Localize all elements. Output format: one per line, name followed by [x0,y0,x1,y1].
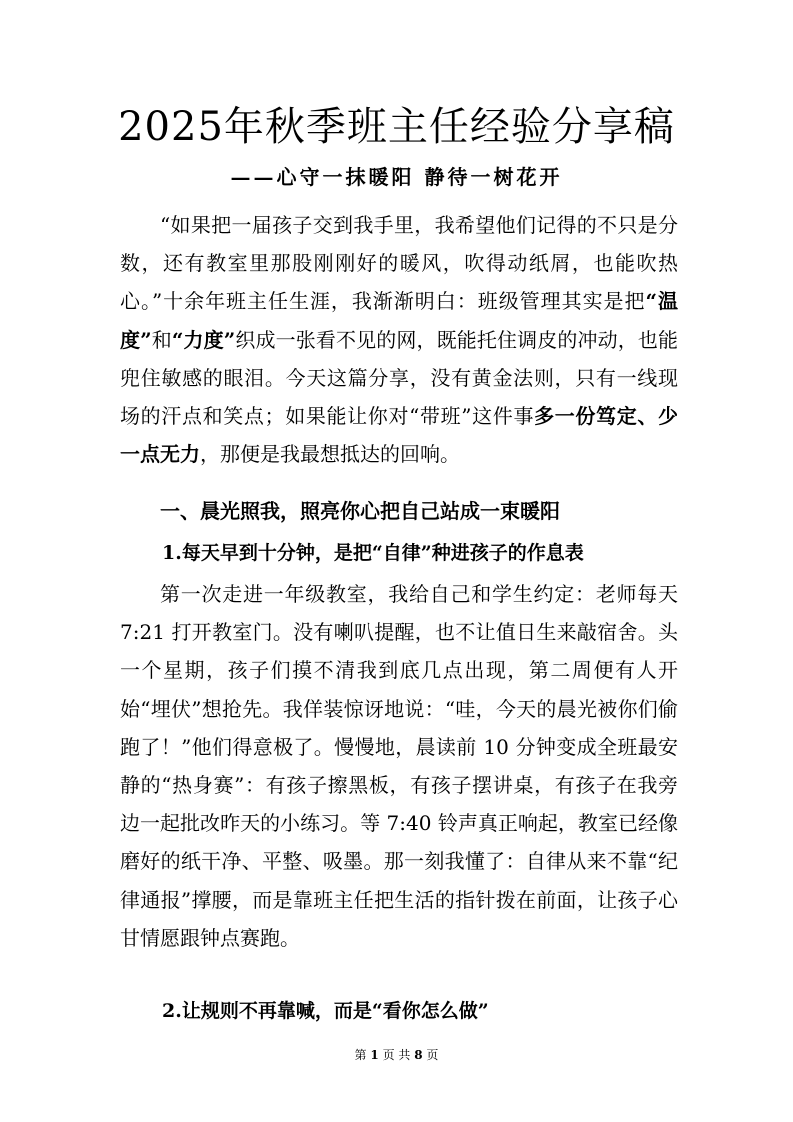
intro-bold-warmth: “温度” [120,289,678,352]
intro-bold-strength: “力度” [171,327,236,352]
section-1-2-subheading: 2.让规则不再靠喊，而是“看你怎么做” [162,1000,489,1022]
intro-paragraph [120,206,678,473]
intro-text-4: ，那便是我最想抵达的回响。 [200,442,460,467]
document-title: 2025年秋季班主任经验分享稿 [118,104,675,150]
footer-current-page: 1 [370,1048,379,1062]
footer-middle: 页 共 [382,1048,411,1062]
document-subtitle: ——心守一抹暖阳 静待一树花开 [230,165,563,189]
page-footer [0,1046,793,1064]
intro-text-3: 织成一张看不见的网，既能托住调皮的冲动，也能兜住敏感的眼泪。今天这篇分享，没有黄金法则，只有一线现场的汗点和笑点；如果能让你对“带班”这件事 [120,327,679,429]
intro-text-1: “如果把一届孩子交到我手里，我希望他们记得的不只是分数，还有教室里那股刚刚好的暖风，吹得动纸屑，也能吹热心。”十余年班主任生涯，我渐渐明白：班级管理其实是把 [120,213,678,314]
footer-prefix: 第 [354,1048,367,1062]
section-1-1-paragraph: 第一次走进一年级教室，我给自己和学生约定：老师每天 7:21 打开教室门。没有喇叭提醒，也不让值日生来敲宿舍。头一个星期，孩子们摸不清我到底几点出现，第二周便有人开始“埋伏”想抢先。我佯装惊讶地说：“哇，今天的晨光被你们偷跑了！”他们得意极了。慢慢地，晨读前 10 分钟变成全班最安静的“热身赛”：有孩子擦黑板，有孩子摆讲桌，有孩子在我旁边一起批改昨天的小练习。等 7:40 铃声真正响起，教室已经像磨好的纸干净、平整、吸墨。那一刻我懂了：自律从来不靠“纪律通报”撑腰，而是靠班主任把生活的指针拨在前面，让孩子心甘情愿跟钟点赛跑。 [120,582,678,950]
footer-suffix: 页 [426,1048,439,1062]
section-1-heading: 一、晨光照我，照亮你心把自己站成一束暖阳 [160,499,560,523]
section-1-1-subheading: 1.每天早到十分钟，是把“自律”种进孩子的作息表 [162,542,584,564]
footer-total-pages: 8 [414,1048,423,1062]
intro-bold-confidence: 多一份笃定、少一点无力 [120,404,679,467]
intro-text-2: 和 [151,327,172,352]
